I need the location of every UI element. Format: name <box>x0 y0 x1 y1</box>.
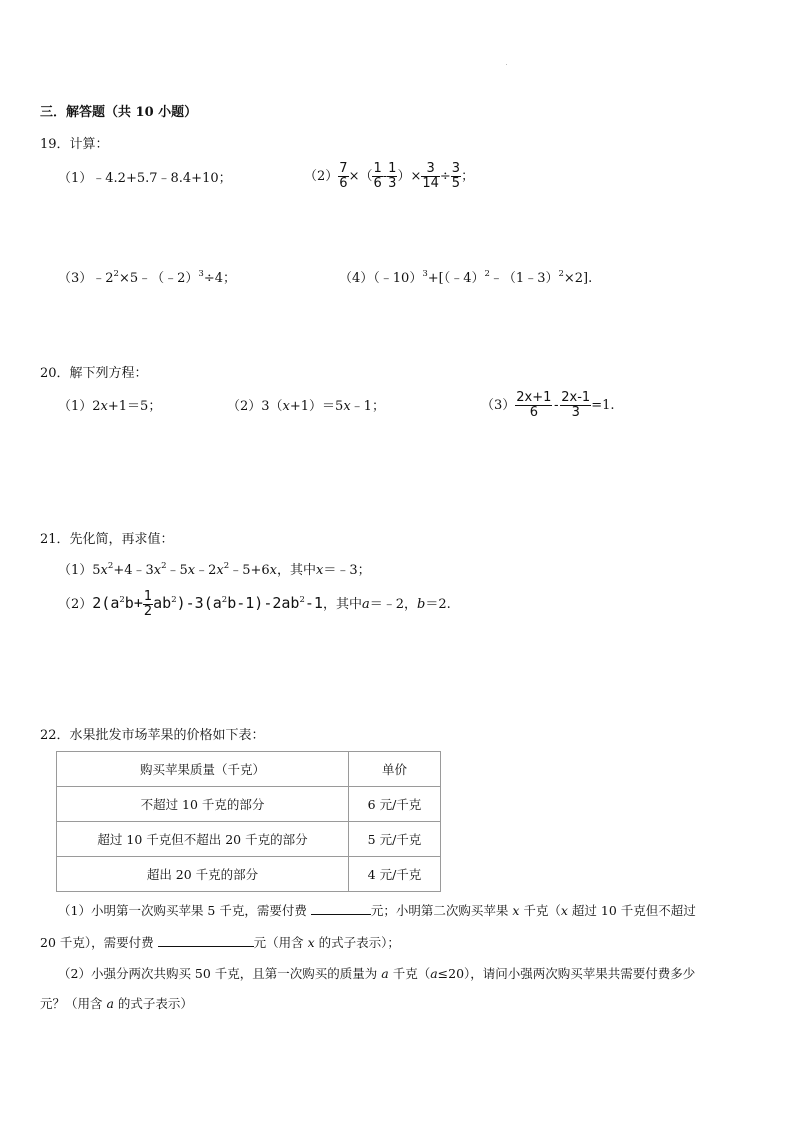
q20-part3 <box>481 391 614 420</box>
exponent: 2 <box>107 561 114 571</box>
variable: x <box>282 399 290 414</box>
fraction <box>515 391 552 420</box>
denominator: 3 <box>388 176 397 191</box>
q20-part2 <box>227 399 385 415</box>
q-text: （1）小明第一次购买苹果 5 千克，需要付费 <box>58 903 311 918</box>
expr-text: +4﹣3 <box>113 563 154 578</box>
answer-blank[interactable] <box>158 934 254 947</box>
denominator: 6 <box>529 405 538 420</box>
q-text: 元？（用含 <box>40 996 107 1011</box>
variable: x <box>269 563 277 578</box>
variable: x <box>315 563 324 578</box>
table-header-cell: 单价 <box>349 752 441 787</box>
expr-text: )-3(a <box>176 594 222 612</box>
table-row <box>57 787 441 822</box>
answer-blank[interactable] <box>311 902 371 915</box>
q19-part2-prefix: （2） <box>304 169 339 184</box>
expr-text: ﹣5 <box>166 563 188 578</box>
variable: x <box>560 903 568 918</box>
price-table <box>56 751 441 892</box>
fraction <box>143 590 153 619</box>
fraction <box>560 391 591 420</box>
expr-text: ＝﹣2， <box>369 597 417 612</box>
table-header-cell: 购买苹果质量（千克） <box>57 752 349 787</box>
q22-part2-line2 <box>40 996 193 1012</box>
operator: - <box>382 169 388 184</box>
fraction <box>451 162 461 191</box>
exponent: 2 <box>113 269 119 279</box>
expr-text: ﹣5+6 <box>229 563 270 578</box>
numerator: 2x-1 <box>561 390 591 405</box>
variable: a <box>430 966 438 981</box>
q-text: 元（用含 <box>253 935 308 950</box>
denominator: 6 <box>339 176 348 191</box>
numerator: 3 <box>451 161 461 176</box>
expr-text: b+ <box>124 594 143 612</box>
table-cell: 不超过 10 千克的部分 <box>57 787 349 822</box>
q-text: 超过 10 千克但不超过 <box>567 903 696 918</box>
expr-text: ×5﹣（﹣2） <box>118 271 199 286</box>
table-row <box>57 822 441 857</box>
table-cell: 5 元/千克 <box>349 822 441 857</box>
denominator: 5 <box>451 176 461 191</box>
variable: a <box>106 996 114 1011</box>
table-cell: 超出 20 千克的部分 <box>57 857 349 892</box>
q19-part3 <box>58 271 236 287</box>
expr-text: （4）（﹣10） <box>339 271 423 286</box>
q22-part2-line1 <box>58 966 695 982</box>
numerator: 1 <box>143 589 153 604</box>
q-text: 千克（ <box>519 903 561 918</box>
expr-text: b-1)-2ab <box>227 594 300 612</box>
exponent: 2 <box>171 595 177 605</box>
expr-text: +1＝5； <box>107 399 162 414</box>
exponent: 2 <box>161 561 167 571</box>
expr-text: -1 <box>304 594 323 612</box>
expr-text: ﹣2 <box>195 563 217 578</box>
denominator: 2 <box>143 604 153 619</box>
q21-part1 <box>58 563 371 579</box>
q20-part1 <box>58 399 161 415</box>
operator: - <box>552 398 561 413</box>
numerator: 1 <box>373 161 382 176</box>
exponent: 2 <box>484 269 490 279</box>
expr-text: ，其中 <box>276 563 316 578</box>
expr-text: ab <box>153 594 172 612</box>
fraction <box>372 162 382 191</box>
variable: x <box>100 563 108 578</box>
operator: ×（ <box>348 169 373 184</box>
exponent: 2 <box>119 595 125 605</box>
variable: x <box>512 903 520 918</box>
expr-text: ﹣1； <box>350 399 385 414</box>
expr-text: ×2]. <box>563 271 593 286</box>
exponent: 2 <box>299 595 305 605</box>
exponent: 2 <box>221 595 228 605</box>
expr-text: +1）＝5 <box>289 399 344 414</box>
variable: x <box>100 399 108 414</box>
exponent: 2 <box>223 561 230 571</box>
q-text: （2）小强分两次共购买 50 千克，且第一次购买的质量为 <box>58 966 382 981</box>
q21-part2 <box>58 590 451 619</box>
fraction <box>421 162 440 191</box>
q19-part2 <box>304 162 474 191</box>
numerator: 3 <box>421 162 440 177</box>
denominator: 3 <box>571 405 580 420</box>
table-cell: 6 元/千克 <box>349 787 441 822</box>
q19-label: 19．计算： <box>40 137 109 152</box>
exponent: 3 <box>422 269 428 279</box>
expr-text: ＝﹣3； <box>323 563 371 578</box>
operator: ÷ <box>439 169 451 184</box>
q21-part2-prefix: （2） <box>58 597 93 612</box>
variable: x <box>307 935 315 950</box>
variable: x <box>187 563 196 578</box>
fraction <box>338 162 348 191</box>
q-text: 千克（ <box>388 966 431 981</box>
variable: x <box>153 563 162 578</box>
variable: a <box>381 966 389 981</box>
q19-part4 <box>339 271 592 287</box>
expr-text: （3）﹣2 <box>58 271 114 286</box>
table-cell: 4 元/千克 <box>349 857 441 892</box>
expr-text: ﹣（1﹣3） <box>489 271 559 286</box>
q22-part1-line2 <box>40 934 400 951</box>
fraction <box>387 162 397 191</box>
variable: x <box>343 399 351 414</box>
q21-label: 21．先化简，再求值： <box>40 532 174 547</box>
expr-text: +[（﹣4） <box>427 271 485 286</box>
expr-text: ＝2. <box>425 597 451 612</box>
q22-label: 22．水果批发市场苹果的价格如下表： <box>40 728 265 743</box>
denominator: 6 <box>373 176 382 191</box>
denominator: 14 <box>422 176 439 191</box>
variable: b <box>417 597 426 612</box>
expr-text: =1. <box>591 398 615 413</box>
q-text: 的式子表示） <box>113 996 193 1011</box>
q-text: 20 千克），需要付费 <box>40 935 158 950</box>
numerator: 7 <box>339 161 348 176</box>
table-cell: 超过 10 千克但不超出 20 千克的部分 <box>57 822 349 857</box>
expr-text: ÷4； <box>203 271 236 286</box>
expr-text: 2(a <box>92 594 120 612</box>
exponent: 2 <box>558 269 564 279</box>
q22-part1-line1 <box>58 902 696 919</box>
expr-text: （1）2 <box>58 399 101 414</box>
operator: ）× <box>397 169 422 184</box>
expr-text: （1）5 <box>58 563 101 578</box>
q20-label: 20．解下列方程： <box>40 366 148 381</box>
table-header-row <box>57 752 441 787</box>
scan-dot <box>506 64 507 65</box>
q20-part3-prefix: （3） <box>481 398 516 413</box>
numerator: 1 <box>388 161 397 176</box>
table-row <box>57 857 441 892</box>
variable: a <box>361 597 370 612</box>
numerator: 2x+1 <box>516 390 552 405</box>
q-text: 的式子表示）； <box>314 935 400 950</box>
q-text: 元；小明第二次购买苹果 <box>370 903 513 918</box>
exponent: 3 <box>198 269 204 279</box>
punctuation: ； <box>461 169 475 184</box>
variable: x <box>216 563 224 578</box>
section-title: 三．解答题（共 10 小题） <box>40 105 198 120</box>
expr-text: ，其中 <box>322 597 362 612</box>
expr-text: （2）3（ <box>227 399 283 414</box>
q-text: ≤20），请问小强两次购买苹果共需要付费多少 <box>437 966 696 981</box>
q19-part1: （1）﹣4.2+5.7﹣8.4+10； <box>58 171 232 186</box>
